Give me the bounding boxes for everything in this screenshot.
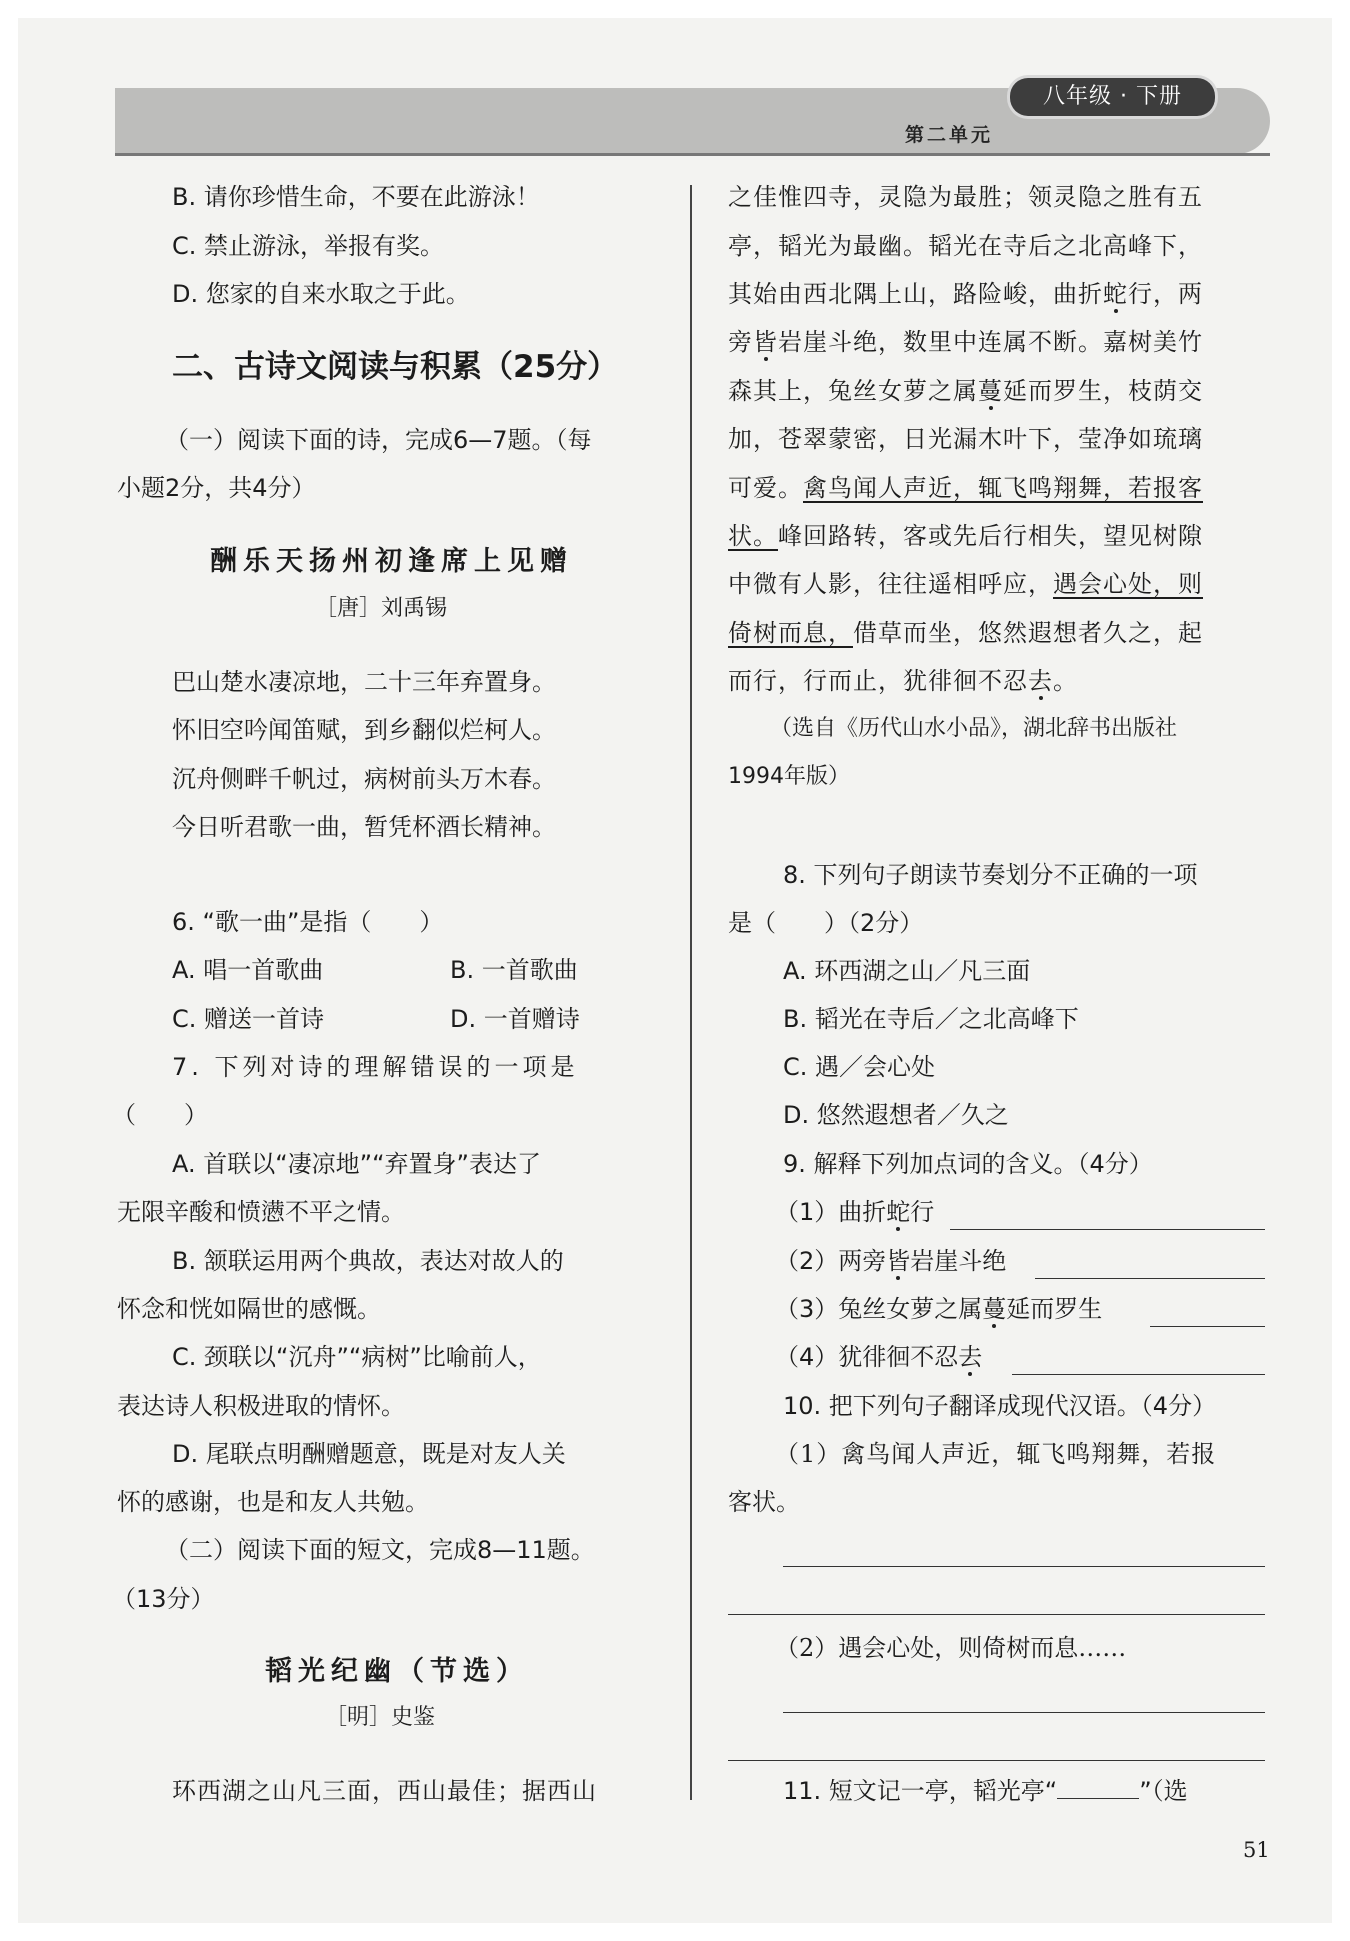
part2-intro-line2: （13分） (112, 1585, 215, 1613)
answer-blank[interactable] (1057, 1776, 1139, 1799)
part2-intro-line1: （二）阅读下面的短文，完成8—11题。 (165, 1536, 595, 1564)
part1-intro-line2: 小题2分，共4分） (117, 474, 316, 502)
section-title: 二、古诗文阅读与积累（25分） (172, 349, 619, 385)
dotted-char: 去 (1028, 667, 1053, 695)
poem-line: 巴山楚水凄凉地，二十三年弃置身。 (172, 668, 556, 696)
answer-line[interactable] (783, 1712, 1265, 1713)
grade-badge: 八年级 · 下册 (1010, 78, 1215, 116)
q9-item-1: （1）曲折蛇行 (775, 1198, 935, 1226)
q8-option-d: D. 悠然遐想者／久之 (783, 1101, 1009, 1129)
q8-option-a: A. 环西湖之山／凡三面 (783, 957, 1031, 985)
answer-line[interactable] (783, 1566, 1265, 1567)
underlined-sentence: 遇会心处，则 (1053, 570, 1203, 598)
q7-option-c: C. 颈联以“沉舟”“病树”比喻前人， (172, 1343, 542, 1371)
q6-option-d: D. 一首赠诗 (450, 1005, 580, 1033)
dotted-char: 皆 (753, 328, 778, 356)
poem-author: ［唐］刘禹锡 (315, 596, 448, 621)
answer-line[interactable] (728, 1614, 1265, 1615)
q10-item-1-cont: 客状。 (728, 1488, 800, 1516)
option-c-prev: C. 禁止游泳，举报有奖。 (172, 232, 445, 260)
column-divider (690, 185, 692, 1800)
poem-line: 沉舟侧畔千帆过，病树前头万木春。 (172, 765, 556, 793)
answer-blank[interactable] (1035, 1278, 1265, 1279)
question-9: 9. 解释下列加点词的含义。（4分） (783, 1150, 1153, 1178)
source-note-cont: 1994年版） (728, 764, 850, 789)
underlined-sentence: 状。 (728, 522, 778, 550)
dotted-char: 蔓 (978, 377, 1003, 405)
q8-option-b: B. 韬光在寺后／之北高峰下 (783, 1005, 1079, 1033)
option-b-prev: B. 请你珍惜生命，不要在此游泳！ (172, 183, 540, 211)
dotted-char: 皆 (886, 1247, 911, 1275)
option-d-prev: D. 您家的自来水取之于此。 (172, 280, 470, 308)
underlined-sentence: 倚树而息， (728, 619, 853, 647)
q9-item-3: （3）兔丝女萝之属蔓延而罗生 (775, 1295, 1103, 1323)
source-note: （选自《历代山水小品》，湖北辞书出版社 (770, 716, 1178, 741)
essay-line: 可爱。禽鸟闻人声近，辄飞鸣翔舞，若报客 (728, 474, 1203, 502)
poem-line: 今日听君歌一曲，暂凭杯酒长精神。 (172, 813, 556, 841)
essay-line: 之佳惟四寺，灵隐为最胜；领灵隐之胜有五 (728, 183, 1203, 211)
dotted-char: 蛇 (1103, 280, 1128, 308)
essay-line: 亭，韬光为最幽。韬光在寺后之北高峰下， (728, 232, 1203, 260)
poem-title: 酬乐天扬州初逢席上见赠 (210, 546, 573, 577)
header-rule (115, 153, 1270, 156)
question-7: 7. 下列对诗的理解错误的一项是 (172, 1053, 579, 1081)
essay-line: 加，苍翠蒙密，日光漏木叶下，莹净如琉璃 (728, 425, 1203, 453)
unit-label: 第二单元 (905, 124, 994, 146)
question-8: 8. 下列句子朗读节奏划分不正确的一项 (783, 861, 1198, 889)
poem-line: 怀旧空吟闻笛赋，到乡翻似烂柯人。 (172, 716, 556, 744)
page-number: 51 (1243, 1838, 1270, 1862)
q7-option-a-cont: 无限辛酸和愤懑不平之情。 (117, 1198, 405, 1226)
q6-option-a: A. 唱一首歌曲 (172, 956, 324, 984)
essay-author: ［明］史鉴 (325, 1705, 436, 1730)
question-10: 10. 把下列句子翻译成现代汉语。（4分） (783, 1392, 1217, 1420)
q7-option-b-cont: 怀念和恍如隔世的感慨。 (117, 1295, 381, 1323)
question-8-cont: 是（ ）（2分） (728, 909, 924, 937)
part1-intro-line1: （一）阅读下面的诗，完成6—7题。（每 (165, 426, 592, 454)
answer-blank[interactable] (950, 1229, 1265, 1230)
essay-line: 状。峰回路转，客或先后行相失，望见树隙 (728, 522, 1203, 550)
essay-line: 其始由西北隅上山，路险峻，曲折蛇行，两 (728, 280, 1203, 308)
q7-option-d: D. 尾联点明酬赠题意，既是对友人关 (172, 1440, 566, 1468)
essay-title: 韬光纪幽（节选） (265, 1656, 529, 1687)
answer-blank[interactable] (1150, 1326, 1265, 1327)
q9-item-2: （2）两旁皆岩崖斗绝 (775, 1247, 1007, 1275)
dotted-char: 去 (958, 1343, 983, 1371)
q8-option-c: C. 遇／会心处 (783, 1053, 936, 1081)
essay-line: 环西湖之山凡三面，西山最佳；据西山 (172, 1777, 597, 1805)
essay-line: 倚树而息，借草而坐，悠然遐想者久之，起 (728, 619, 1203, 647)
question-6: 6. “歌一曲”是指（ ） (172, 908, 444, 936)
answer-line[interactable] (728, 1760, 1265, 1761)
q7-option-d-cont: 怀的感谢，也是和友人共勉。 (117, 1488, 429, 1516)
q10-item-1: （1）禽鸟闻人声近，辄飞鸣翔舞，若报 (775, 1440, 1217, 1468)
q7-option-a: A. 首联以“凄凉地”“弃置身”表达了 (172, 1150, 541, 1178)
q9-item-4: （4）犹徘徊不忍去 (775, 1343, 983, 1371)
underlined-sentence: 禽鸟闻人声近，辄飞鸣翔舞，若报客 (803, 474, 1203, 502)
question-7-bracket: （ ） (112, 1101, 208, 1129)
essay-line: 中微有人影，往往遥相呼应，遇会心处，则 (728, 570, 1203, 598)
dotted-char: 蔓 (982, 1295, 1007, 1323)
q7-option-c-cont: 表达诗人积极进取的情怀。 (117, 1392, 405, 1420)
question-11: 11. 短文记一亭，韬光亭“ ”（选 (783, 1777, 1188, 1805)
essay-line: 而行，行而止，犹徘徊不忍去。 (728, 667, 1078, 695)
dotted-char: 蛇 (886, 1198, 911, 1226)
q10-item-2: （2）遇会心处，则倚树而息…… (775, 1634, 1127, 1662)
q6-option-c: C. 赠送一首诗 (172, 1005, 325, 1033)
q7-option-b: B. 颔联运用两个典故，表达对故人的 (172, 1247, 564, 1275)
answer-blank[interactable] (1012, 1374, 1265, 1375)
essay-line: 旁皆岩崖斗绝，数里中连属不断。嘉树美竹 (728, 328, 1203, 356)
q6-option-b: B. 一首歌曲 (450, 956, 578, 984)
essay-line: 森其上，兔丝女萝之属蔓延而罗生，枝荫交 (728, 377, 1203, 405)
